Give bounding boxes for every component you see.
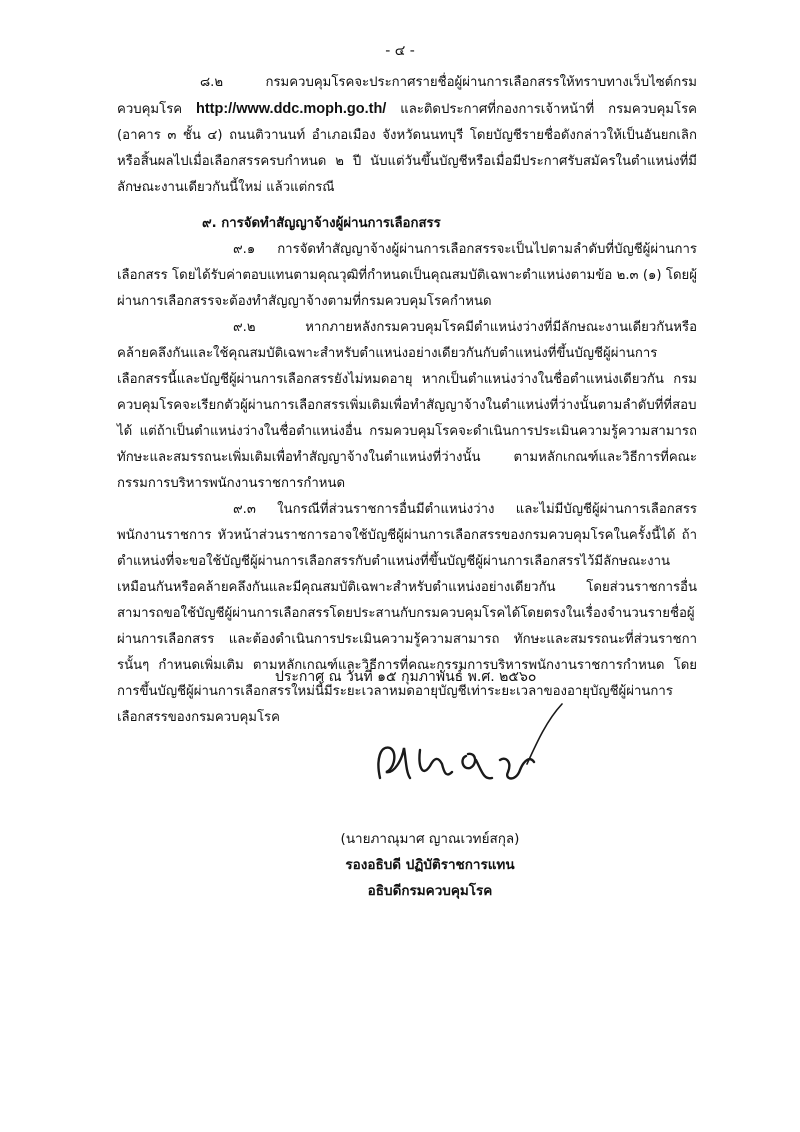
announcement-date: ประกาศ ณ วันที่ ๑๕ กุมภาพันธ์ พ.ศ. ๒๕๖๐ bbox=[275, 669, 537, 685]
section-9-3-paragraph: ๙.๓ ในกรณีที่ส่วนราชการอื่นมีตำแหน่งว่าง และไม่มีบัญชีผู้ผ่านการเลือกสรรพนักงานราชการ หัวหน้าส่วนราชการอาจใช้บัญชีผู้ผ่านการเลือกสรรของกรมควบคุมโรคในครั้งนี้ได้ ถ้าตำแหน่งที่จะขอใช้บัญชีผู้ผ่านการเลือกสรรกับตำแหน่งที่ขึ้นบัญชีผู้ผ่านการเลือกสรรไว้มีลักษณะงานเหมือนกันหรือคล้ายคลึงกันและมีคุณสมบัติเฉพาะสำหรับตำแหน่งอย่างเดียวกัน โดยส่วนราชการอื่นสามารถขอใช้บัญชีผู้ผ่านการเลือกสรรโดยประสานกับกรมควบคุมโรคได้โดยตรงในเรื่องจำนวนรายชื่อผู้ผ่านการเลือกสรร และต้องดำเนินการประเมินความรู้ความสามารถ ทักษะและสมรรถนะที่ส่วนราชการนั้นๆ กำหนดเพิ่มเติม ตามหลักเกณฑ์และวิธีการที่คณะกรรมการบริหารพนักงานราชการกำหนด โดยการขึ้นบัญชีผู้ผ่านการเลือกสรรใหม่นี้มีระยะเวลาหมดอายุบัญชีเท่าระยะเวลาของอายุบัญชีผู้ผ่านการเลือกสรรของกรมควบคุมโรค bbox=[117, 502, 697, 725]
signatory-name: (นายภาณุมาศ ญาณเวทย์สกุล) bbox=[340, 831, 520, 847]
section-8-2-text: ๘.๒ กรมควบคุมโรคจะประกาศรายชื่อผู้ผ่านการเลือกสรรให้ทราบทางเว็บไซต์กรมควบคุมโรค bbox=[117, 75, 697, 117]
document-body bbox=[117, 70, 697, 731]
ddc-website-url: http://www.ddc.moph.go.th/ bbox=[195, 101, 387, 117]
section-9-2-paragraph: ๙.๒ หากภายหลังกรมควบคุมโรคมีตำแหน่งว่างที่มีลักษณะงานเดียวกันหรือคล้ายคลึงกันและใช้คุณสมบัติเฉพาะสำหรับตำแหน่งอย่างเดียวกันกับตำแหน่งที่ขึ้นบัญชีผู้ผ่านการเลือกสรรนี้และบัญชีผู้ผ่านการเลือกสรรยังไม่หมดอายุ หากเป็นตำแหน่งว่างในชื่อตำแหน่งเดียวกัน กรมควบคุมโรคจะเรียกตัวผู้ผ่านการเลือกสรรเพิ่มเติมเพื่อทำสัญญาจ้างในตำแหน่งที่ว่างนั้นตามลำดับที่ที่สอบได้ แต่ถ้าเป็นตำแหน่งว่างในชื่อตำแหน่งอื่น กรมควบคุมโรคจะดำเนินการประเมินความรู้ความสามารถ ทักษะและสมรรถนะเพิ่มเติมเพื่อทำสัญญาจ้างในตำแหน่งที่ว่างนั้น ตามหลักเกณฑ์และวิธีการที่คณะกรรมการบริหารพนักงานราชการกำหนด bbox=[117, 320, 697, 491]
signatory-title: รองอธิบดี ปฏิบัติราชการแทน bbox=[345, 857, 515, 873]
section-8-2-paragraph bbox=[117, 70, 697, 201]
handwritten-signature bbox=[372, 700, 572, 800]
signature-block bbox=[300, 826, 560, 904]
signatory-office: อธิบดีกรมควบคุมโรค bbox=[367, 883, 493, 899]
section-9-1-paragraph: ๙.๑ การจัดทำสัญญาจ้างผู้ผ่านการเลือกสรรจะเป็นไปตามลำดับที่บัญชีผู้ผ่านการเลือกสรร โดยได้รับค่าตอบแทนตามคุณวุฒิที่กำหนดเป็นคุณสมบัติเฉพาะตำแหน่งตามข้อ ๒.๓ (๑) โดยผู้ผ่านการเลือกสรรจะต้องทำสัญญาจ้างตามที่กรมควบคุมโรคกำหนด bbox=[117, 242, 697, 309]
page-number: - ๔ - bbox=[385, 43, 415, 59]
section-9-heading: ๙. การจัดทำสัญญาจ้างผู้ผ่านการเลือกสรร bbox=[202, 216, 441, 231]
section-8-2-text-continued: และติดประกาศที่กองการเจ้าหน้าที่ กรมควบคุมโรค (อาคาร ๓ ชั้น ๔) ถนนติวานนท์ อำเภอเมือง จังหวัดนนทบุรี โดยบัญชีรายชื่อดังกล่าวให้เป็นอันยกเลิกหรือสิ้นผลไปเมื่อเลือกสรรครบกำหนด ๒ ปี นับแต่วันขึ้นบัญชีหรือเมื่อมีประกาศรับสมัครในตำแหน่งที่มีลักษณะงานเดียวกันนี้ใหม่ แล้วแต่กรณี bbox=[117, 102, 697, 195]
